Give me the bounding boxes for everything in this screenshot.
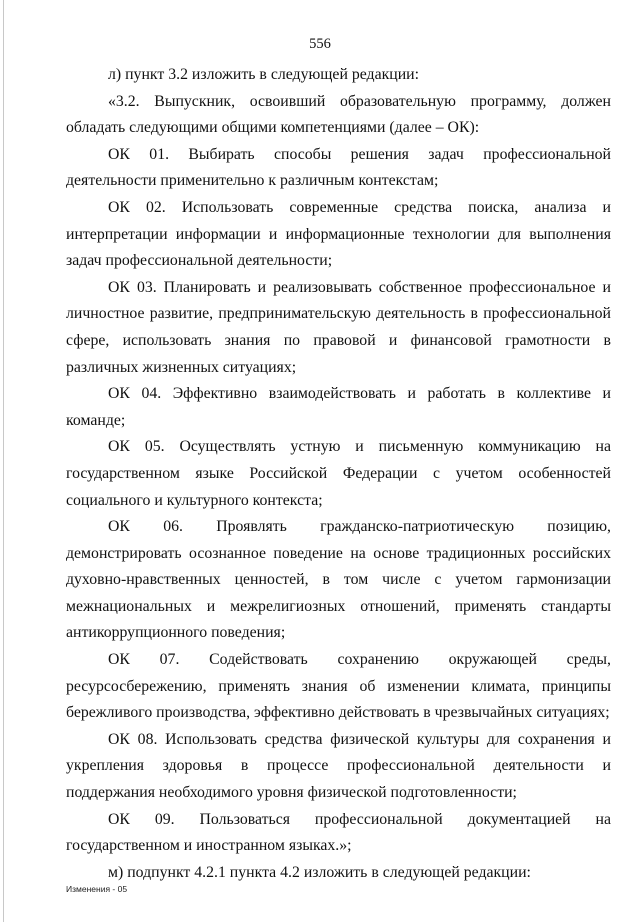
footer-revision-note: Изменения - 05 xyxy=(66,884,128,894)
paragraph-item-l: л) пункт 3.2 изложить в следующей редакции: xyxy=(108,66,420,83)
paragraph-ok-02: ОК 02. Использовать современные средства поиска, анализа и интерпретации информации и информационные технологии для выполнения задач профессиональной деятельности; xyxy=(66,198,611,270)
paragraph-ok-01: ОК 01. Выбирать способы решения задач профессиональной деятельности применительно к различным контекстам; xyxy=(66,145,611,190)
paragraph-ok-03: ОК 03. Планировать и реализовывать собственное профессиональное и личностное развитие, предпринимательскую деятельность в профессиональной сфере, использовать знания по правовой и финансовой грамотности в различных жизненных ситуациях; xyxy=(66,278,611,376)
document-body xyxy=(66,62,611,886)
paragraph-section-3-2: «3.2. Выпускник, освоивший образовательную программу, должен обладать следующими общими компетенциями (далее – ОК): xyxy=(66,92,611,137)
paragraph-ok-08: ОК 08. Использовать средства физической культуры для сохранения и укрепления здоровья в процессе профессиональной деятельности и поддержания необходимого уровня физической подготовленности; xyxy=(66,730,611,802)
paragraph-ok-09: ОК 09. Пользоваться профессиональной документацией на государственном и иностранном языках.»; xyxy=(66,810,611,855)
paragraph-item-m: м) подпункт 4.2.1 пункта 4.2 изложить в следующей редакции: xyxy=(108,863,531,881)
paragraph-ok-06: ОК 06. Проявлять гражданско-патриотическую позицию, демонстрировать осознанное поведение на основе традиционных российских духовно-нравственных ценностей, в том числе с учетом гармонизации межнациональных и межрелигиозных отношений, применять стандарты антикоррупционного поведения; xyxy=(66,518,611,642)
paragraph-ok-04: ОК 04. Эффективно взаимодействовать и работать в коллективе и команде; xyxy=(66,385,611,429)
paragraph-ok-05: ОК 05. Осуществлять устную и письменную коммуникацию на государственном языке Российской Федерации с учетом особенностей социального и культурного контекста; xyxy=(66,438,611,509)
page-number: 556 xyxy=(309,36,331,52)
paragraph-ok-07: ОК 07. Содействовать сохранению окружающей среды, ресурсосбережению, применять знания об изменении климата, принципы бережливого производства, эффективно действовать в чрезвычайных ситуациях; xyxy=(66,651,611,722)
